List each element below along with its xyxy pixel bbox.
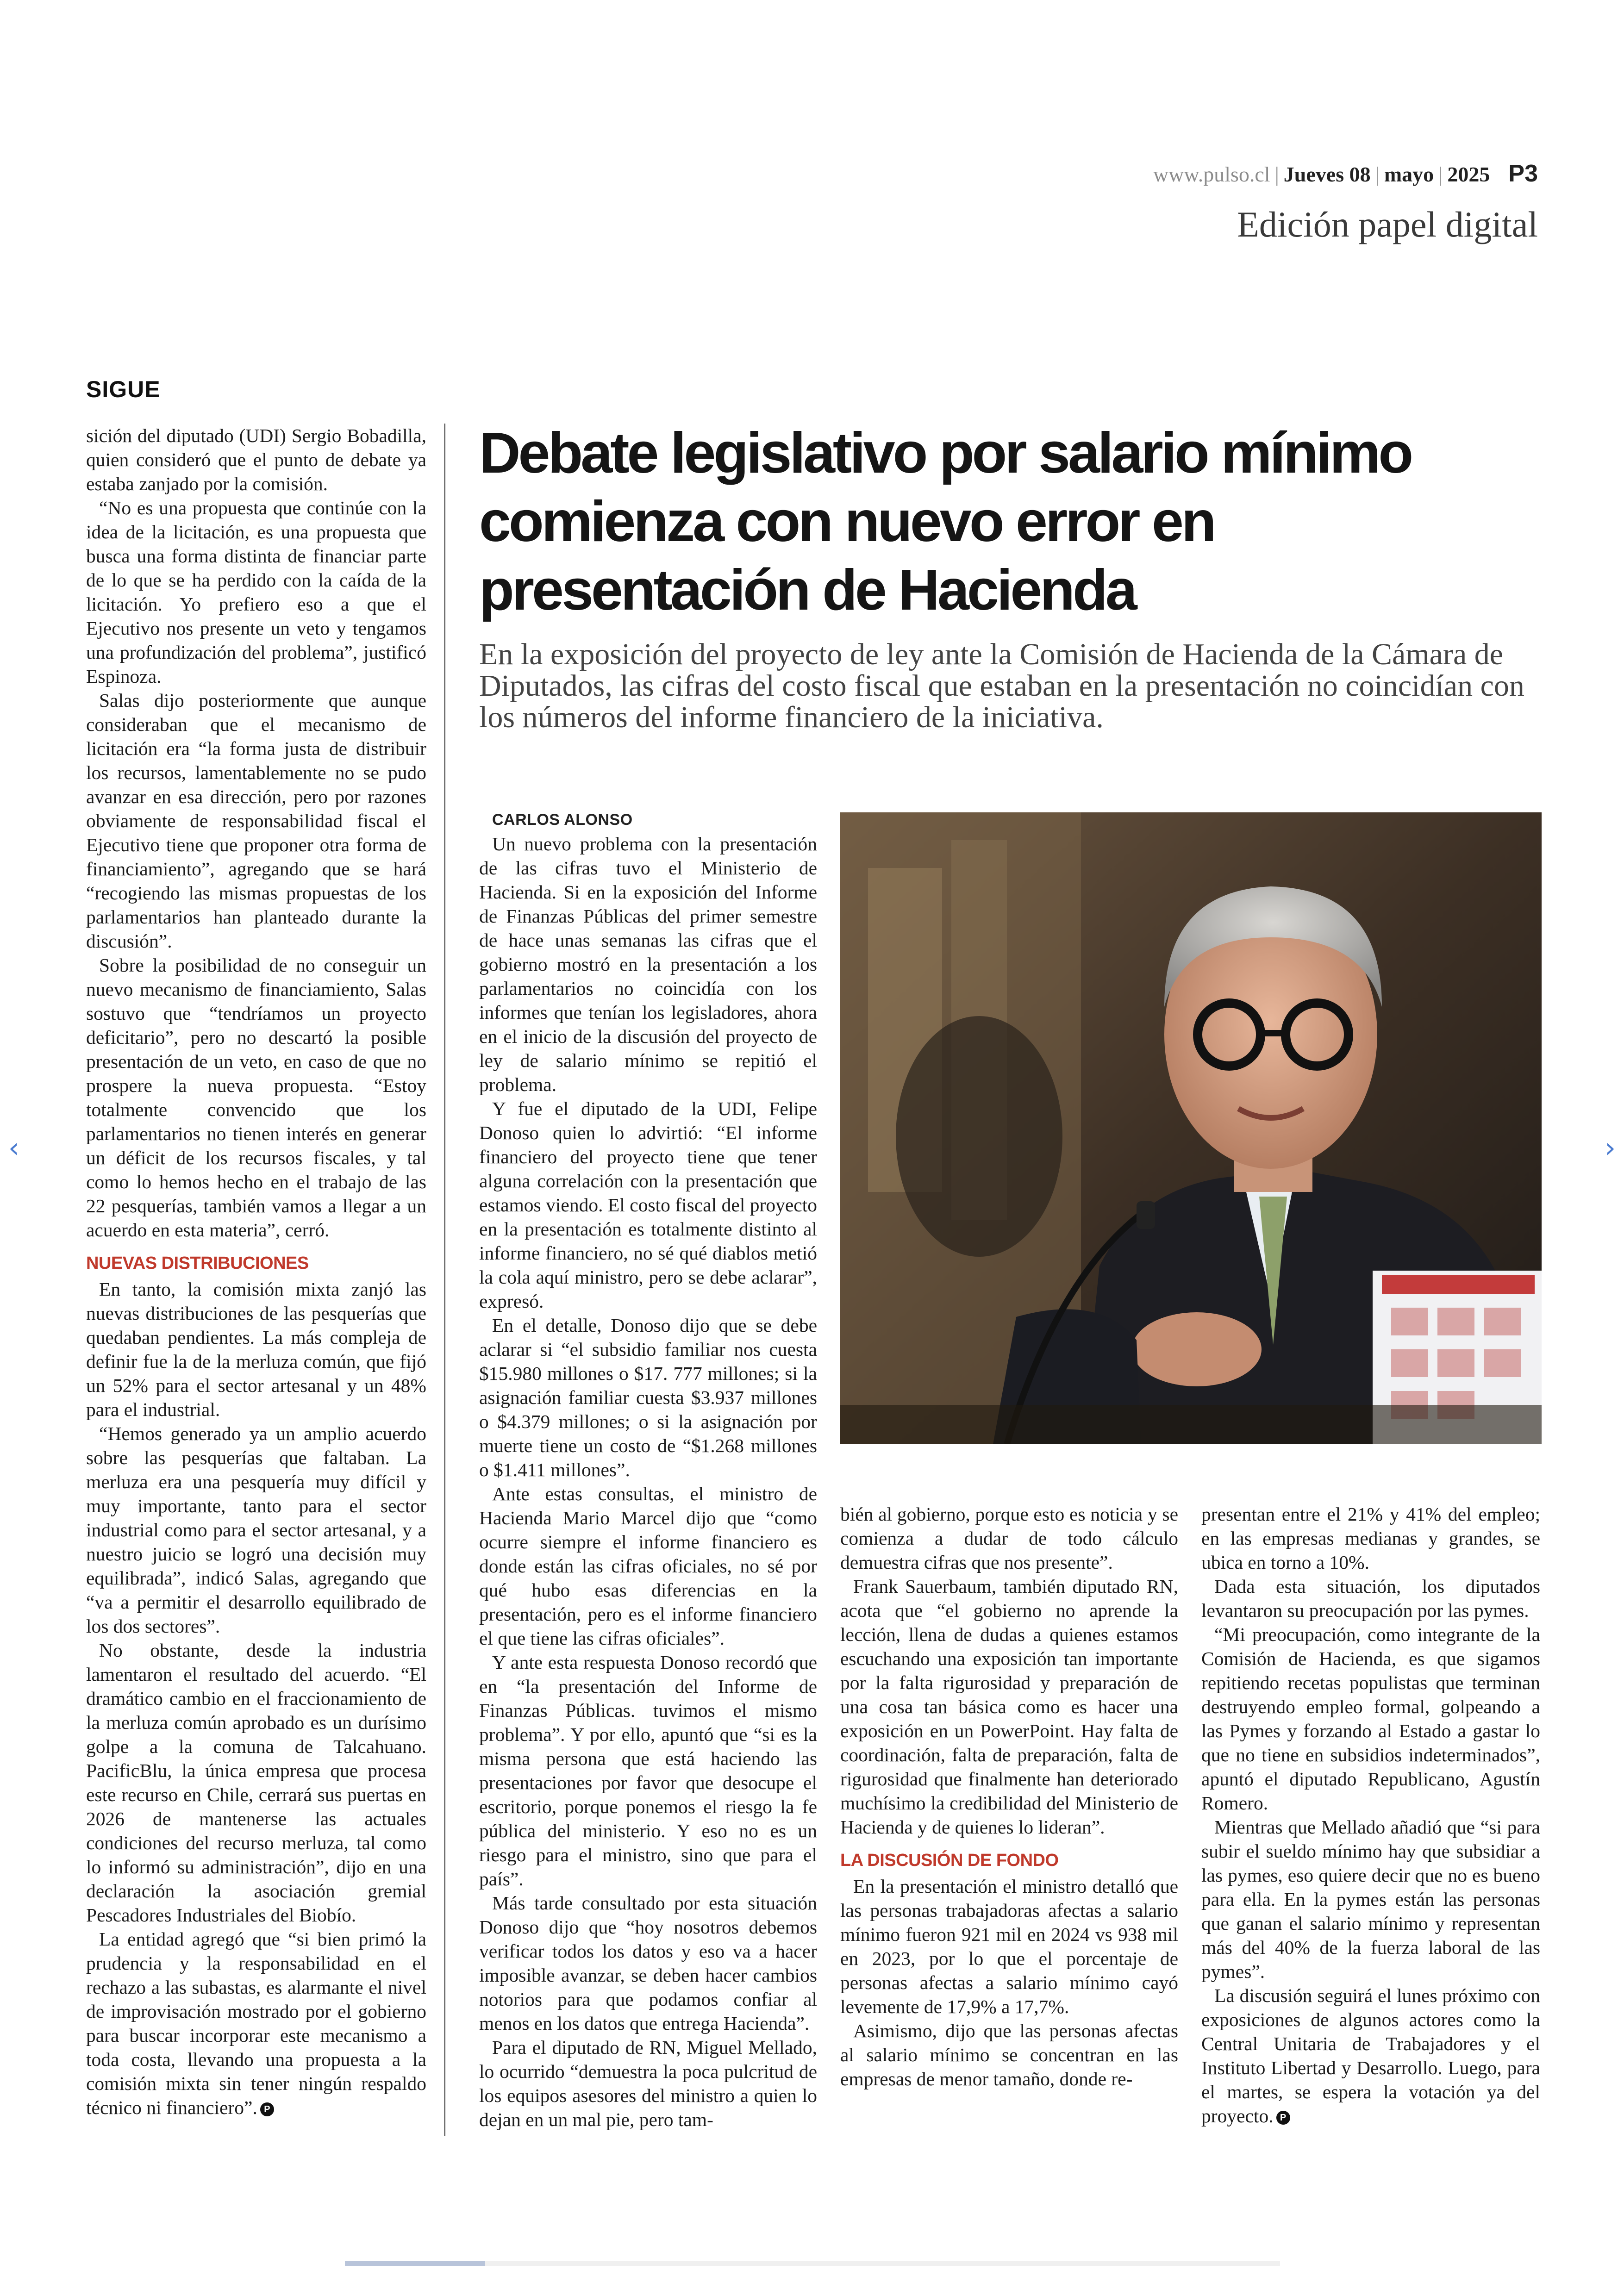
page-number: P3 xyxy=(1508,160,1538,187)
paragraph: Mientras que Mellado añadió que “si para subir el sueldo mínimo hay que subsidiar a las pymes, eso quiere decir que no es bueno para ella. En la pymes están las personas que ganan el salario mínimo y representan más del 40% de la fuerza laboral de las pymes”. xyxy=(1201,1816,1540,1982)
section-subhead: NUEVAS DISTRIBUCIONES xyxy=(86,1254,309,1273)
paragraph: En la presentación el ministro detalló que las personas trabajadoras afectas a salario mínimo fueron 921 mil en 2024 vs 938 mil en 2023, por lo que el porcentaje de personas afectas a salario mínimo cayó levemente de 17,9% a 17,7%. xyxy=(840,1876,1178,2017)
paragraph: “Hemos generado ya un amplio acuerdo sobre las pesquerías que faltaban. La merluza era una pesquería muy difícil y muy importante, tanto para el sector industrial como para el sector artesanal, y a nuestro juicio se logró una decisión muy equilibrada”, indicó Salas, agregando que “va a permitir el desarrollo equilibrado de los dos sectores”. xyxy=(86,1423,426,1637)
paragraph: En el detalle, Donoso dijo que se debe aclarar si “el subsidio familiar nos cuesta $15.980 millones o $17. 777 millones; si la asignación familiar cuesta $3.937 millones o $4.379 millones; o si la asignación por muerte tiene un costo de “$1.268 millones o $1.411 millones”. xyxy=(479,1315,817,1480)
byline: CARLOS ALONSO xyxy=(492,811,633,829)
site-url: www.pulso.cl xyxy=(1153,162,1270,186)
paragraph: Para el diputado de RN, Miguel Mellado, lo ocurrido “demuestra la poca pulcritud de los equipos asesores del ministro a quien lo dejan en un mal pie, pero tam- xyxy=(479,2037,817,2130)
paragraph: “Mi preocupación, como integrante de la Comisión de Hacienda, es que sigamos repitiendo recetas populistas que terminan destruyendo empleo formal, golpeando a las Pymes y forzando al Estado a gastar lo que no tiene en subsidios indeterminados”, apuntó el diputado Republicano, Agustín Romero. xyxy=(1201,1624,1540,1814)
chevron-right-icon[interactable]: › xyxy=(1605,1132,1616,1164)
issue-day: Jueves 08 xyxy=(1283,162,1371,186)
article-column-3 xyxy=(1201,1502,1540,2128)
paragraph: Y ante esta respuesta Donoso recordó que en “la presentación del Informe de Finanzas Públicas. tuvimos el mismo problema”. Y por ello, apuntó que “si es la misma persona que está haciendo las presentaciones por favor que desocupe el escritorio, porque ponemos el riesgo la fe pública del ministerio. Y eso no es un riesgo para el ministro, sino que para el país”. xyxy=(479,1652,817,1890)
end-mark-icon: P xyxy=(1276,2111,1290,2125)
article-column-1 xyxy=(479,808,817,2132)
page-progress-fill xyxy=(345,2261,485,2266)
paragraph: presentan entre el 21% y 41% del empleo; en las empresas medianas y grandes, se ubica en torno a 10%. xyxy=(1201,1503,1540,1573)
paragraph: Más tarde consultado por esta situación Donoso dijo que “hoy nosotros debemos verificar todos los datos y eso va a hacer imposible avanzar, se deben hacer cambios notorios para que podamos confiar al menos en los datos que entrega Hacienda”. xyxy=(479,1892,817,2034)
paragraph: “No es una propuesta que continúe con la idea de la licitación, es una propuesta que busca una forma distinta de financiar parte de lo que se ha perdido con la caída de la licitación. Yo prefiero eso a que el Ejecutivo nos presente un veto y tengamos una profundización del problema”, justificó Espinoza. xyxy=(86,497,426,687)
continued-marker: SIGUE xyxy=(86,376,161,402)
paragraph: Ante estas consultas, el ministro de Hacienda Mario Marcel dijo que “como ocurre siempre el informe financiero es donde están las cifras oficiales, no sé por qué hubo esas diferencias en la presentación, pero es el informe financiero el que tiene las cifras oficiales”. xyxy=(479,1483,817,1649)
paragraph: Frank Sauerbaum, también diputado RN, acota que “el gobierno no aprende la lección, llena de dudas a quienes estamos escuchando una exposición tan importante por la falta rigurosidad y preparación de una cosa tan básica como es hacer una exposición en un PowerPoint. Hay falta de coordinación, falta de preparación, falta de rigurosidad que finalmente han deteriorado muchísimo la credibilidad del Ministerio de Hacienda y de quienes lo lideran”. xyxy=(840,1576,1178,1838)
page-progress-track[interactable] xyxy=(345,2261,1280,2266)
paragraph: Dada esta situación, los diputados levantaron su preocupación por las pymes. xyxy=(1201,1576,1540,1621)
article-photo xyxy=(840,812,1542,1444)
speaker-photo-icon xyxy=(840,812,1542,1444)
article-column-2 xyxy=(840,1502,1178,2091)
paragraph xyxy=(1201,1983,1540,2128)
page-header-info: www.pulso.cl | Jueves 08 | mayo | 2025 P3 xyxy=(1153,160,1538,187)
paragraph: Un nuevo problema con la presentación de las cifras tuvo el Ministerio de Hacienda. Si en la exposición del Informe de Finanzas Públicas del primer semestre de hace unas semanas las cifras que el gobierno mostró en la presentación a los parlamentarios no coincidía con los informes que tenían los legisladores, ahora en el inicio de la discusión del proyecto de ley de salario mínimo se repitió el problema. xyxy=(479,833,817,1095)
section-subhead: LA DISCUSIÓN DE FONDO xyxy=(840,1851,1059,1870)
end-mark-icon: P xyxy=(260,2102,274,2116)
paragraph-text: La entidad agregó que “si bien primó la prudencia y la responsabilidad en el rechazo a las subastas, es alarmante el nivel de improvisación mostrado por el gobierno para buscar incorporar este mecanismo a toda costa, llevando una propuesta a la comisión mixta sin tener ningún respaldo técnico ni financiero”. xyxy=(86,1928,426,2118)
issue-month: mayo xyxy=(1384,162,1434,186)
paragraph: No obstante, desde la industria lamentaron el resultado del acuerdo. “El dramático cambio en el fraccionamiento de la merluza común aprobado es un durísimo golpe a la comuna de Talcahuano. PacificBlu, la única empresa que procesa este recurso en Chile, cerrará sus puertas en 2026 de mantenerse las actuales condiciones del recurso merluza, tal como lo informó su administración”, dijo en una declaración la asociación gremial Pescadores Industriales del Biobío. xyxy=(86,1640,426,1926)
paragraph: Asimismo, dijo que las personas afectas al salario mínimo se concentran en las empresas de menor tamaño, donde re- xyxy=(840,2020,1178,2089)
chevron-left-icon[interactable]: ‹ xyxy=(8,1132,19,1164)
paragraph: Sobre la posibilidad de no conseguir un nuevo mecanismo de financiamiento, Salas sostuvo que “tendríamos un proyecto deficitario”, pero no descartó la posible presentación de un veto, en caso de que no prospere la nueva propuesta. “Estoy totalmente convencido que los parlamentarios no tienen interés en generar un déficit de los recursos fiscales, y tal como lo hemos hecho en el trabajo de las 22 pesquerías, también vamos a llegar a un acuerdo en esta materia”, cerró. xyxy=(86,954,426,1241)
column-divider xyxy=(444,424,445,2136)
paragraph-text: La discusión seguirá el lunes próximo con exposiciones de algunos actores como la Central Unitaria de Trabajadores y el Instituto Libertad y Desarrollo. Luego, para el martes, se espera la votación ya del proyecto. xyxy=(1201,1985,1540,2127)
paragraph: Salas dijo posteriormente que aunque consideraban que el mecanismo de licitación era “la forma justa de distribuir los recursos, lamentablemente no se pudo avanzar en esa dirección, pero por razones obviamente de responsabilidad fiscal el Ejecutivo tiene que proponer otra forma de financiamiento”, agregando que se hará “recogiendo las mismas propuestas de los parlamentarios han planteado durante la discusión”. xyxy=(86,690,426,952)
paragraph: Y fue el diputado de la UDI, Felipe Donoso quien lo advirtió: “El informe financiero del proyecto tiene que tener alguna correlación con la presentación que estamos viendo. El costo fiscal del proyecto en la presentación es totalmente distinto al informe financiero, no sé qué diablos metió la cola aquí ministro, pero se debe aclarar”, expresó. xyxy=(479,1098,817,1312)
paragraph: sición del diputado (UDI) Sergio Bobadilla, quien consideró que el punto de debate ya estaba zanjado por la comisión. xyxy=(86,425,426,494)
paragraph: bién al gobierno, porque esto es noticia y se comienza a dudar de todo cálculo demuestra cifras que nos presente”. xyxy=(840,1503,1178,1573)
continued-article-column xyxy=(86,424,426,2120)
issue-year: 2025 xyxy=(1447,162,1490,186)
paragraph xyxy=(86,1927,426,2120)
article-headline: Debate legislativo por salario mínimo comienza con nuevo error en presentación de Hacienda xyxy=(479,421,1412,622)
article-deck: En la exposición del proyecto de ley ante la Comisión de Hacienda de la Cámara de Diputados, las cifras del costo fiscal que estaban en la presentación no coincidían con los números del informe financiero de la iniciativa. xyxy=(479,637,1524,734)
edition-label: Edición papel digital xyxy=(1237,204,1538,244)
paragraph: En tanto, la comisión mixta zanjó las nuevas distribuciones de las pesquerías que quedaban pendientes. La más compleja de definir fue la de la merluza común, que fijó un 52% para el sector artesanal y un 48% para el industrial. xyxy=(86,1278,426,1420)
